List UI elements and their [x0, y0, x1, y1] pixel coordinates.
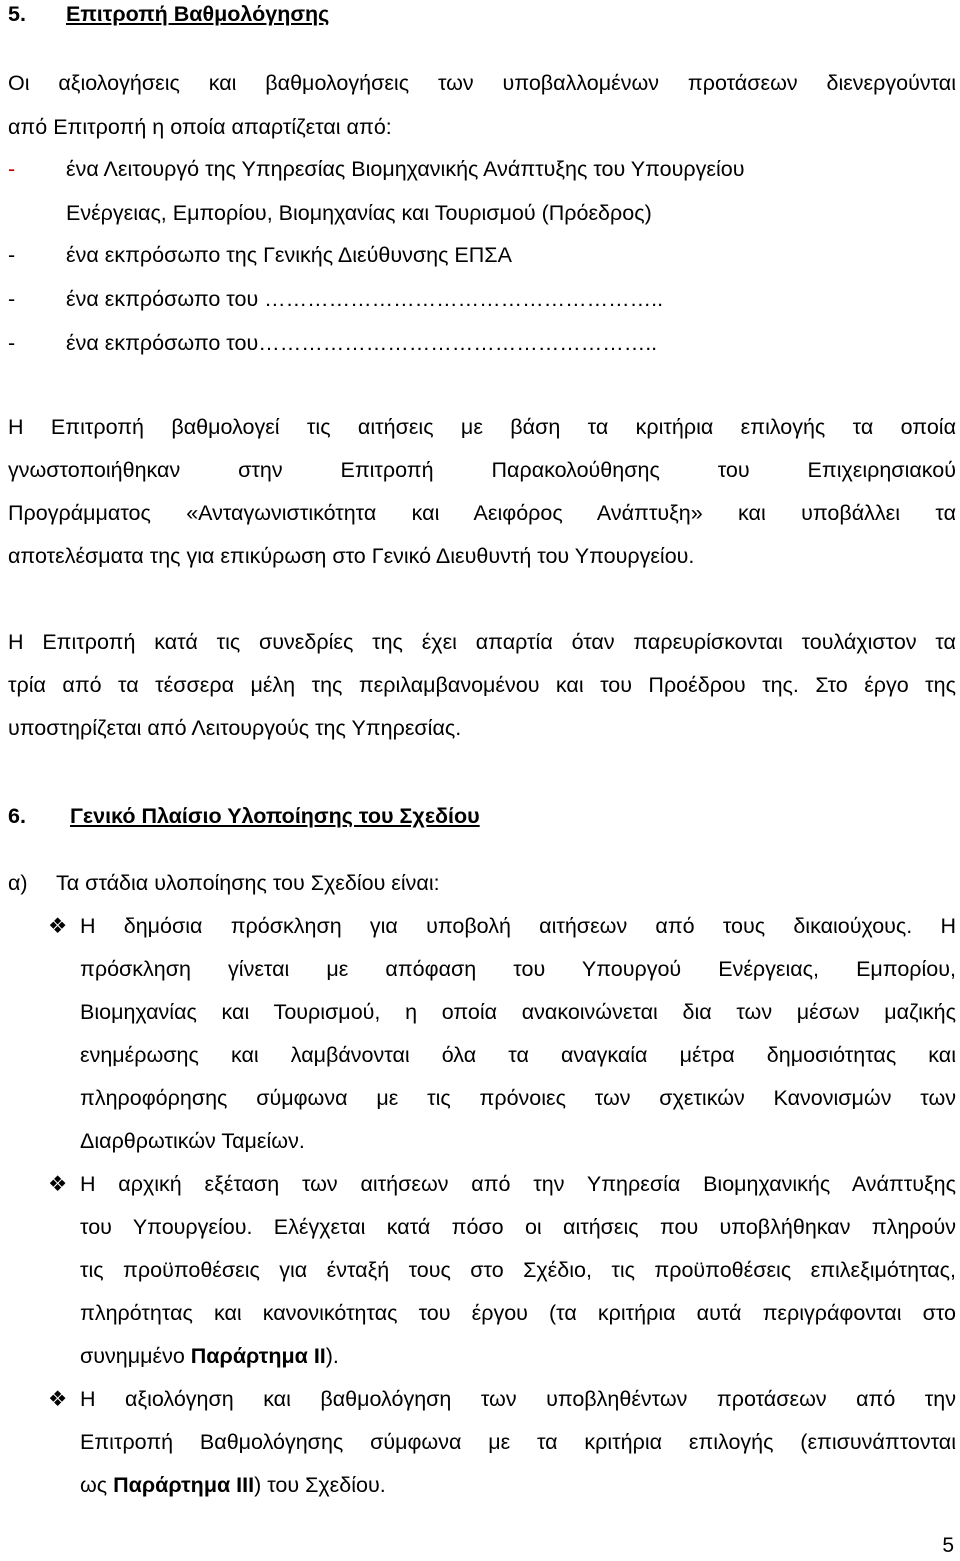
bullet3-last-pre: ως [80, 1473, 114, 1497]
para2-line-1: Η Επιτροπή κατά τις συνεδρίες της έχει απαρτία όταν παρευρίσκονται τουλάχιστον τα [8, 630, 956, 654]
bullet2-last-pre: συνημμένο [80, 1344, 191, 1368]
member-dash: - [8, 287, 16, 311]
bullet2-line-4: πληρότητας και κανονικότητας του έργου (τα κριτήρια αυτά περιγράφονται στο [80, 1301, 956, 1325]
bullet3-line-3 [80, 1472, 956, 1498]
page-number: 5 [942, 1534, 954, 1557]
section-5-title: Επιτροπή Βαθμολόγησης [66, 2, 330, 26]
member-dash: - [8, 157, 16, 181]
intro-line-2: από Επιτροπή η οποία απαρτίζεται από: [8, 115, 392, 139]
para1-line-4: αποτελέσματα της για επικύρωση στο Γενικό Διευθυντή του Υπουργείου. [8, 544, 695, 568]
section-6-heading [8, 803, 956, 829]
bullet2-line-5 [80, 1343, 956, 1369]
bullet1-line-1: Η δημόσια πρόσκληση για υποβολή αιτήσεων από τους δικαιούχους. Η [80, 914, 956, 938]
member-dash: - [8, 243, 16, 267]
intro-line-1: Οι αξιολογήσεις και βαθμολογήσεις των υποβαλλομένων προτάσεων διενεργούνται [8, 71, 956, 95]
section-6-title: Γενικό Πλαίσιο Υλοποίησης του Σχεδίου [70, 804, 480, 828]
bullet2-line-1: Η αρχική εξέταση των αιτήσεων από την Υπηρεσία Βιομηχανικής Ανάπτυξης [80, 1172, 956, 1196]
member-item-1-text-cont: Ενέργειας, Εμπορίου, Βιομηχανίας και Τουρισμού (Πρόεδρος) [66, 201, 652, 225]
bullet1-line-3: Βιομηχανίας και Τουρισμού, η οποία ανακοινώνεται δια των μέσων μαζικής [80, 1000, 956, 1024]
member-item-4-text: ένα εκπρόσωπο του……………………………………………….. [66, 331, 658, 355]
diamond-bullet-icon: ❖ [48, 1172, 68, 1196]
member-item-3-text: ένα εκπρόσωπο του ……………………………………………….. [66, 287, 664, 311]
para1-line-3: Προγράμματος «Ανταγωνιστικότητα και Αειφόρος Ανάπτυξη» και υποβάλλει τα [8, 501, 956, 525]
member-dash: - [8, 331, 16, 355]
member-item-1-text: ένα Λειτουργό της Υπηρεσίας Βιομηχανικής Ανάπτυξης του Υπουργείου [66, 157, 745, 181]
diamond-bullet-icon: ❖ [48, 1387, 68, 1411]
annex-3-reference: Παράρτημα ΙΙΙ [113, 1473, 255, 1497]
section-5-heading [8, 1, 956, 27]
para2-line-3: υποστηρίζεται από Λειτουργούς της Υπηρεσίας. [8, 716, 462, 740]
diamond-bullet-icon: ❖ [48, 914, 68, 938]
bullet2-line-2: του Υπουργείου. Ελέγχεται κατά πόσο οι αιτήσεις που υποβλήθηκαν πληρούν [80, 1215, 956, 1239]
stages-subhead-label: α) [8, 871, 28, 895]
section-5-number: 5. [8, 2, 26, 26]
para2-line-2: τρία από τα τέσσερα μέλη της περιλαμβανομένου και του Προέδρου της. Στο έργο της [8, 673, 956, 697]
para1-line-2: γνωστοποιήθηκαν στην Επιτροπή Παρακολούθησης του Επιχειρησιακού [8, 458, 956, 482]
stages-subhead-text: Τα στάδια υλοποίησης του Σχεδίου είναι: [56, 871, 440, 895]
bullet1-line-4: ενημέρωσης και λαμβάνονται όλα τα αναγκαία μέτρα δημοσιότητας και [80, 1043, 956, 1067]
bullet1-line-6: Διαρθρωτικών Ταμείων. [80, 1129, 305, 1153]
annex-2-reference: Παράρτημα ΙΙ [190, 1344, 326, 1368]
bullet3-last-post: ) του Σχεδίου. [254, 1473, 386, 1497]
bullet1-line-5: πληροφόρησης σύμφωνα με τις πρόνοιες των σχετικών Κανονισμών των [80, 1086, 956, 1110]
bullet3-line-2: Επιτροπή Βαθμολόγησης σύμφωνα με τα κριτήρια επιλογής (επισυνάπτονται [80, 1430, 956, 1454]
para1-line-1: Η Επιτροπή βαθμολογεί τις αιτήσεις με βάση τα κριτήρια επιλογής τα οποία [8, 415, 956, 439]
section-6-number: 6. [8, 804, 26, 828]
member-item-2-text: ένα εκπρόσωπο της Γενικής Διεύθυνσης ΕΠΣΑ [66, 243, 512, 267]
bullet2-last-post: ). [325, 1344, 339, 1368]
bullet1-line-2: πρόσκληση γίνεται με απόφαση του Υπουργού Ενέργειας, Εμπορίου, [80, 957, 956, 981]
bullet2-line-3: τις προϋποθέσεις για ένταξή τους στο Σχέδιο, τις προϋποθέσεις επιλεξιμότητας, [80, 1258, 956, 1282]
stages-subhead [8, 870, 956, 896]
bullet3-line-1: Η αξιολόγηση και βαθμολόγηση των υποβληθέντων προτάσεων από την [80, 1387, 956, 1411]
